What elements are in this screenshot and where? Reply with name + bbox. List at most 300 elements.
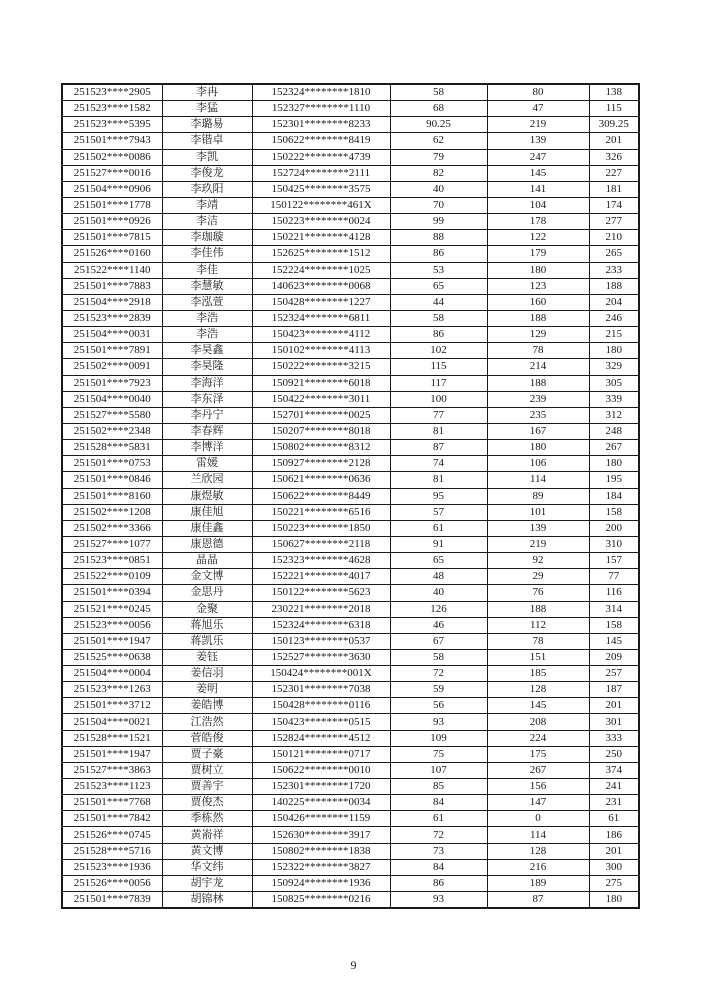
name-cell: 金文博 (162, 569, 252, 585)
admission-number-cell: 251528****1521 (62, 730, 162, 746)
table-row (62, 811, 639, 827)
id-number-cell: 140225********0034 (252, 795, 390, 811)
admission-number-cell: 251501****7842 (62, 811, 162, 827)
admission-number-cell: 251501****0753 (62, 456, 162, 472)
id-number-cell: 150621********0636 (252, 472, 390, 488)
total-score-cell: 301 (589, 714, 639, 730)
score-2-cell: 89 (487, 488, 589, 504)
admission-number-cell: 251501****7943 (62, 133, 162, 149)
score-1-cell: 88 (390, 230, 487, 246)
page-number: 9 (350, 958, 357, 972)
admission-number-cell: 251526****0160 (62, 246, 162, 262)
admission-number-cell: 251523****0851 (62, 553, 162, 569)
table-row (62, 101, 639, 117)
score-2-cell: 145 (487, 698, 589, 714)
admission-number-cell: 251501****7839 (62, 892, 162, 909)
score-2-cell: 29 (487, 569, 589, 585)
admission-number-cell: 251504****2918 (62, 294, 162, 310)
score-1-cell: 77 (390, 407, 487, 423)
table-row (62, 278, 639, 294)
score-2-cell: 128 (487, 843, 589, 859)
name-cell: 蒋凯乐 (162, 633, 252, 649)
total-score-cell: 138 (589, 84, 639, 101)
id-number-cell: 150422********3011 (252, 391, 390, 407)
table-row (62, 327, 639, 343)
total-score-cell: 201 (589, 698, 639, 714)
admission-number-cell: 251502****0086 (62, 149, 162, 165)
score-2-cell: 139 (487, 133, 589, 149)
admission-number-cell: 251502****3366 (62, 520, 162, 536)
name-cell: 康佳旭 (162, 504, 252, 520)
table-row (62, 795, 639, 811)
score-1-cell: 65 (390, 278, 487, 294)
score-1-cell: 58 (390, 84, 487, 101)
name-cell: 晶晶 (162, 553, 252, 569)
total-score-cell: 180 (589, 892, 639, 909)
total-score-cell: 157 (589, 553, 639, 569)
name-cell: 季栋然 (162, 811, 252, 827)
table-row (62, 117, 639, 133)
total-score-cell: 309.25 (589, 117, 639, 133)
score-2-cell: 239 (487, 391, 589, 407)
score-1-cell: 46 (390, 617, 487, 633)
id-number-cell: 152301********7038 (252, 682, 390, 698)
name-cell: 李锴卓 (162, 133, 252, 149)
score-1-cell: 93 (390, 892, 487, 909)
admission-number-cell: 251527****1077 (62, 536, 162, 552)
name-cell: 胡锦林 (162, 892, 252, 909)
total-score-cell: 275 (589, 875, 639, 891)
table-row (62, 827, 639, 843)
score-2-cell: 178 (487, 214, 589, 230)
total-score-cell: 231 (589, 795, 639, 811)
total-score-cell: 267 (589, 440, 639, 456)
table-row (62, 472, 639, 488)
score-2-cell: 78 (487, 633, 589, 649)
admission-number-cell: 251501****3712 (62, 698, 162, 714)
score-2-cell: 87 (487, 892, 589, 909)
id-number-cell: 150222********4739 (252, 149, 390, 165)
id-number-cell: 152701********0025 (252, 407, 390, 423)
score-2-cell: 189 (487, 875, 589, 891)
total-score-cell: 248 (589, 423, 639, 439)
score-2-cell: 224 (487, 730, 589, 746)
score-2-cell: 114 (487, 472, 589, 488)
admission-number-cell: 251501****7923 (62, 375, 162, 391)
id-number-cell: 152301********1720 (252, 779, 390, 795)
score-1-cell: 84 (390, 795, 487, 811)
score-1-cell: 70 (390, 197, 487, 213)
name-cell: 李冉 (162, 84, 252, 101)
score-2-cell: 139 (487, 520, 589, 536)
admission-number-cell: 251501****1947 (62, 746, 162, 762)
table-row (62, 456, 639, 472)
table-row (62, 294, 639, 310)
score-2-cell: 129 (487, 327, 589, 343)
total-score-cell: 77 (589, 569, 639, 585)
score-1-cell: 115 (390, 359, 487, 375)
name-cell: 蒋旭乐 (162, 617, 252, 633)
score-1-cell: 102 (390, 343, 487, 359)
admission-number-cell: 251523****1123 (62, 779, 162, 795)
total-score-cell: 326 (589, 149, 639, 165)
admission-number-cell: 251501****7815 (62, 230, 162, 246)
total-score-cell: 181 (589, 181, 639, 197)
name-cell: 雷媛 (162, 456, 252, 472)
name-cell: 康佳鑫 (162, 520, 252, 536)
score-2-cell: 112 (487, 617, 589, 633)
table-row (62, 520, 639, 536)
total-score-cell: 215 (589, 327, 639, 343)
id-number-cell: 152625********1512 (252, 246, 390, 262)
admission-number-cell: 251528****5831 (62, 440, 162, 456)
total-score-cell: 158 (589, 504, 639, 520)
score-1-cell: 107 (390, 762, 487, 778)
name-cell: 李昊隆 (162, 359, 252, 375)
name-cell: 贾树立 (162, 762, 252, 778)
score-1-cell: 73 (390, 843, 487, 859)
name-cell: 李浩 (162, 310, 252, 326)
table-row (62, 214, 639, 230)
score-1-cell: 44 (390, 294, 487, 310)
id-number-cell: 152724********2111 (252, 165, 390, 181)
id-number-cell: 150428********1227 (252, 294, 390, 310)
admission-number-cell: 251504****0031 (62, 327, 162, 343)
id-number-cell: 152324********1810 (252, 84, 390, 101)
name-cell: 李猛 (162, 101, 252, 117)
table-row (62, 536, 639, 552)
table-row (62, 859, 639, 875)
score-2-cell: 122 (487, 230, 589, 246)
id-number-cell: 150622********8449 (252, 488, 390, 504)
id-number-cell: 150207********8018 (252, 423, 390, 439)
score-2-cell: 179 (487, 246, 589, 262)
total-score-cell: 174 (589, 197, 639, 213)
total-score-cell: 180 (589, 343, 639, 359)
table-row (62, 310, 639, 326)
id-number-cell: 150921********6018 (252, 375, 390, 391)
table-row (62, 504, 639, 520)
score-1-cell: 75 (390, 746, 487, 762)
table-row (62, 633, 639, 649)
table-row (62, 601, 639, 617)
id-number-cell: 150426********1159 (252, 811, 390, 827)
id-number-cell: 152323********4628 (252, 553, 390, 569)
table-row (62, 230, 639, 246)
name-cell: 姜钰 (162, 649, 252, 665)
total-score-cell: 209 (589, 649, 639, 665)
name-cell: 李昊鑫 (162, 343, 252, 359)
admission-number-cell: 251525****0638 (62, 649, 162, 665)
table-row (62, 762, 639, 778)
score-1-cell: 93 (390, 714, 487, 730)
total-score-cell: 227 (589, 165, 639, 181)
admission-number-cell: 251502****0091 (62, 359, 162, 375)
id-number-cell: 150223********0024 (252, 214, 390, 230)
score-1-cell: 74 (390, 456, 487, 472)
score-1-cell: 109 (390, 730, 487, 746)
score-2-cell: 80 (487, 84, 589, 101)
id-number-cell: 152224********1025 (252, 262, 390, 278)
id-number-cell: 150223********1850 (252, 520, 390, 536)
admission-number-cell: 251521****0245 (62, 601, 162, 617)
id-number-cell: 150423********4112 (252, 327, 390, 343)
admission-number-cell: 251523****5395 (62, 117, 162, 133)
admission-number-cell: 251501****0394 (62, 585, 162, 601)
name-cell: 李俊龙 (162, 165, 252, 181)
name-cell: 李靖 (162, 197, 252, 213)
table-row (62, 375, 639, 391)
id-number-cell: 150102********4113 (252, 343, 390, 359)
id-number-cell: 150627********2118 (252, 536, 390, 552)
score-1-cell: 65 (390, 553, 487, 569)
score-1-cell: 126 (390, 601, 487, 617)
score-1-cell: 61 (390, 811, 487, 827)
table-row (62, 165, 639, 181)
table-row (62, 666, 639, 682)
score-1-cell: 40 (390, 585, 487, 601)
score-1-cell: 61 (390, 520, 487, 536)
score-1-cell: 81 (390, 423, 487, 439)
score-1-cell: 87 (390, 440, 487, 456)
id-number-cell: 150221********4128 (252, 230, 390, 246)
id-number-cell: 150428********0116 (252, 698, 390, 714)
total-score-cell: 180 (589, 456, 639, 472)
name-cell: 贾俊杰 (162, 795, 252, 811)
table-row (62, 892, 639, 909)
admission-number-cell: 251526****0056 (62, 875, 162, 891)
name-cell: 金思丹 (162, 585, 252, 601)
admission-number-cell: 251501****1947 (62, 633, 162, 649)
score-2-cell: 47 (487, 101, 589, 117)
total-score-cell: 312 (589, 407, 639, 423)
score-1-cell: 81 (390, 472, 487, 488)
name-cell: 李洁 (162, 214, 252, 230)
score-2-cell: 175 (487, 746, 589, 762)
name-cell: 李博洋 (162, 440, 252, 456)
table-row (62, 197, 639, 213)
table-row (62, 569, 639, 585)
score-2-cell: 214 (487, 359, 589, 375)
name-cell: 李泓萱 (162, 294, 252, 310)
total-score-cell: 158 (589, 617, 639, 633)
name-cell: 黄文博 (162, 843, 252, 859)
score-2-cell: 180 (487, 262, 589, 278)
id-number-cell: 150423********0515 (252, 714, 390, 730)
admission-number-cell: 251523****2839 (62, 310, 162, 326)
admission-number-cell: 251501****7768 (62, 795, 162, 811)
id-number-cell: 152221********4017 (252, 569, 390, 585)
id-number-cell: 150802********8312 (252, 440, 390, 456)
score-1-cell: 67 (390, 633, 487, 649)
score-table (61, 83, 640, 909)
total-score-cell: 314 (589, 601, 639, 617)
score-table-body (62, 84, 639, 908)
name-cell: 李璐易 (162, 117, 252, 133)
admission-number-cell: 251523****0056 (62, 617, 162, 633)
admission-number-cell: 251523****1263 (62, 682, 162, 698)
score-2-cell: 76 (487, 585, 589, 601)
total-score-cell: 250 (589, 746, 639, 762)
score-1-cell: 56 (390, 698, 487, 714)
id-number-cell: 150825********0216 (252, 892, 390, 909)
total-score-cell: 145 (589, 633, 639, 649)
id-number-cell: 150221********6516 (252, 504, 390, 520)
id-number-cell: 150122********5623 (252, 585, 390, 601)
score-2-cell: 208 (487, 714, 589, 730)
score-1-cell: 86 (390, 875, 487, 891)
score-1-cell: 99 (390, 214, 487, 230)
score-1-cell: 58 (390, 310, 487, 326)
name-cell: 贾子豪 (162, 746, 252, 762)
score-2-cell: 156 (487, 779, 589, 795)
id-number-cell: 150927********2128 (252, 456, 390, 472)
admission-number-cell: 251523****1582 (62, 101, 162, 117)
score-2-cell: 235 (487, 407, 589, 423)
table-row (62, 843, 639, 859)
total-score-cell: 184 (589, 488, 639, 504)
score-2-cell: 123 (487, 278, 589, 294)
score-2-cell: 92 (487, 553, 589, 569)
score-2-cell: 247 (487, 149, 589, 165)
table-row (62, 488, 639, 504)
name-cell: 李慧敏 (162, 278, 252, 294)
total-score-cell: 115 (589, 101, 639, 117)
score-1-cell: 95 (390, 488, 487, 504)
id-number-cell: 150122********461X (252, 197, 390, 213)
admission-number-cell: 251527****3863 (62, 762, 162, 778)
score-2-cell: 147 (487, 795, 589, 811)
total-score-cell: 329 (589, 359, 639, 375)
table-row (62, 246, 639, 262)
score-2-cell: 151 (487, 649, 589, 665)
id-number-cell: 152824********4512 (252, 730, 390, 746)
total-score-cell: 200 (589, 520, 639, 536)
score-1-cell: 79 (390, 149, 487, 165)
name-cell: 李佳伟 (162, 246, 252, 262)
score-2-cell: 128 (487, 682, 589, 698)
score-2-cell: 167 (487, 423, 589, 439)
admission-number-cell: 251504****0021 (62, 714, 162, 730)
name-cell: 李春辉 (162, 423, 252, 439)
admission-number-cell: 251504****0040 (62, 391, 162, 407)
table-row (62, 730, 639, 746)
name-cell: 康恩德 (162, 536, 252, 552)
total-score-cell: 339 (589, 391, 639, 407)
id-number-cell: 140623********0068 (252, 278, 390, 294)
total-score-cell: 188 (589, 278, 639, 294)
admission-number-cell: 251522****1140 (62, 262, 162, 278)
total-score-cell: 305 (589, 375, 639, 391)
total-score-cell: 241 (589, 779, 639, 795)
id-number-cell: 150425********3575 (252, 181, 390, 197)
score-2-cell: 104 (487, 197, 589, 213)
score-2-cell: 219 (487, 117, 589, 133)
admission-number-cell: 251501****7891 (62, 343, 162, 359)
total-score-cell: 374 (589, 762, 639, 778)
table-row (62, 746, 639, 762)
total-score-cell: 257 (589, 666, 639, 682)
table-row (62, 423, 639, 439)
score-1-cell: 72 (390, 666, 487, 682)
score-1-cell: 91 (390, 536, 487, 552)
name-cell: 李玖阳 (162, 181, 252, 197)
table-row (62, 133, 639, 149)
score-1-cell: 59 (390, 682, 487, 698)
score-1-cell: 58 (390, 649, 487, 665)
admission-number-cell: 251523****2905 (62, 84, 162, 101)
table-row (62, 698, 639, 714)
id-number-cell: 150622********8419 (252, 133, 390, 149)
table-row (62, 84, 639, 101)
table-row (62, 391, 639, 407)
score-2-cell: 180 (487, 440, 589, 456)
score-2-cell: 188 (487, 310, 589, 326)
table-row (62, 181, 639, 197)
name-cell: 李丹宁 (162, 407, 252, 423)
score-1-cell: 100 (390, 391, 487, 407)
name-cell: 江浩然 (162, 714, 252, 730)
admission-number-cell: 251501****8160 (62, 488, 162, 504)
id-number-cell: 150123********0537 (252, 633, 390, 649)
id-number-cell: 150424********001X (252, 666, 390, 682)
id-number-cell: 152301********8233 (252, 117, 390, 133)
score-1-cell: 68 (390, 101, 487, 117)
id-number-cell: 230221********2018 (252, 601, 390, 617)
total-score-cell: 116 (589, 585, 639, 601)
id-number-cell: 152322********3827 (252, 859, 390, 875)
score-1-cell: 86 (390, 246, 487, 262)
admission-number-cell: 251501****0846 (62, 472, 162, 488)
total-score-cell: 195 (589, 472, 639, 488)
id-number-cell: 152327********1110 (252, 101, 390, 117)
score-1-cell: 53 (390, 262, 487, 278)
id-number-cell: 150121********0717 (252, 746, 390, 762)
table-row (62, 585, 639, 601)
score-1-cell: 40 (390, 181, 487, 197)
name-cell: 姜皓博 (162, 698, 252, 714)
score-2-cell: 106 (487, 456, 589, 472)
score-2-cell: 216 (487, 859, 589, 875)
admission-number-cell: 251502****2348 (62, 423, 162, 439)
admission-number-cell: 251501****1778 (62, 197, 162, 213)
score-1-cell: 48 (390, 569, 487, 585)
name-cell: 黄嵛祥 (162, 827, 252, 843)
table-row (62, 714, 639, 730)
score-1-cell: 117 (390, 375, 487, 391)
score-2-cell: 188 (487, 601, 589, 617)
total-score-cell: 300 (589, 859, 639, 875)
table-row (62, 262, 639, 278)
total-score-cell: 333 (589, 730, 639, 746)
name-cell: 李珈璇 (162, 230, 252, 246)
name-cell: 菅皓俊 (162, 730, 252, 746)
score-1-cell: 62 (390, 133, 487, 149)
table-row (62, 617, 639, 633)
admission-number-cell: 251501****7883 (62, 278, 162, 294)
name-cell: 康煜敏 (162, 488, 252, 504)
name-cell: 胡宇龙 (162, 875, 252, 891)
table-row (62, 359, 639, 375)
score-1-cell: 84 (390, 859, 487, 875)
name-cell: 李凯 (162, 149, 252, 165)
score-1-cell: 57 (390, 504, 487, 520)
id-number-cell: 152324********6318 (252, 617, 390, 633)
total-score-cell: 233 (589, 262, 639, 278)
table-row (62, 553, 639, 569)
id-number-cell: 152630********3917 (252, 827, 390, 843)
score-1-cell: 90.25 (390, 117, 487, 133)
